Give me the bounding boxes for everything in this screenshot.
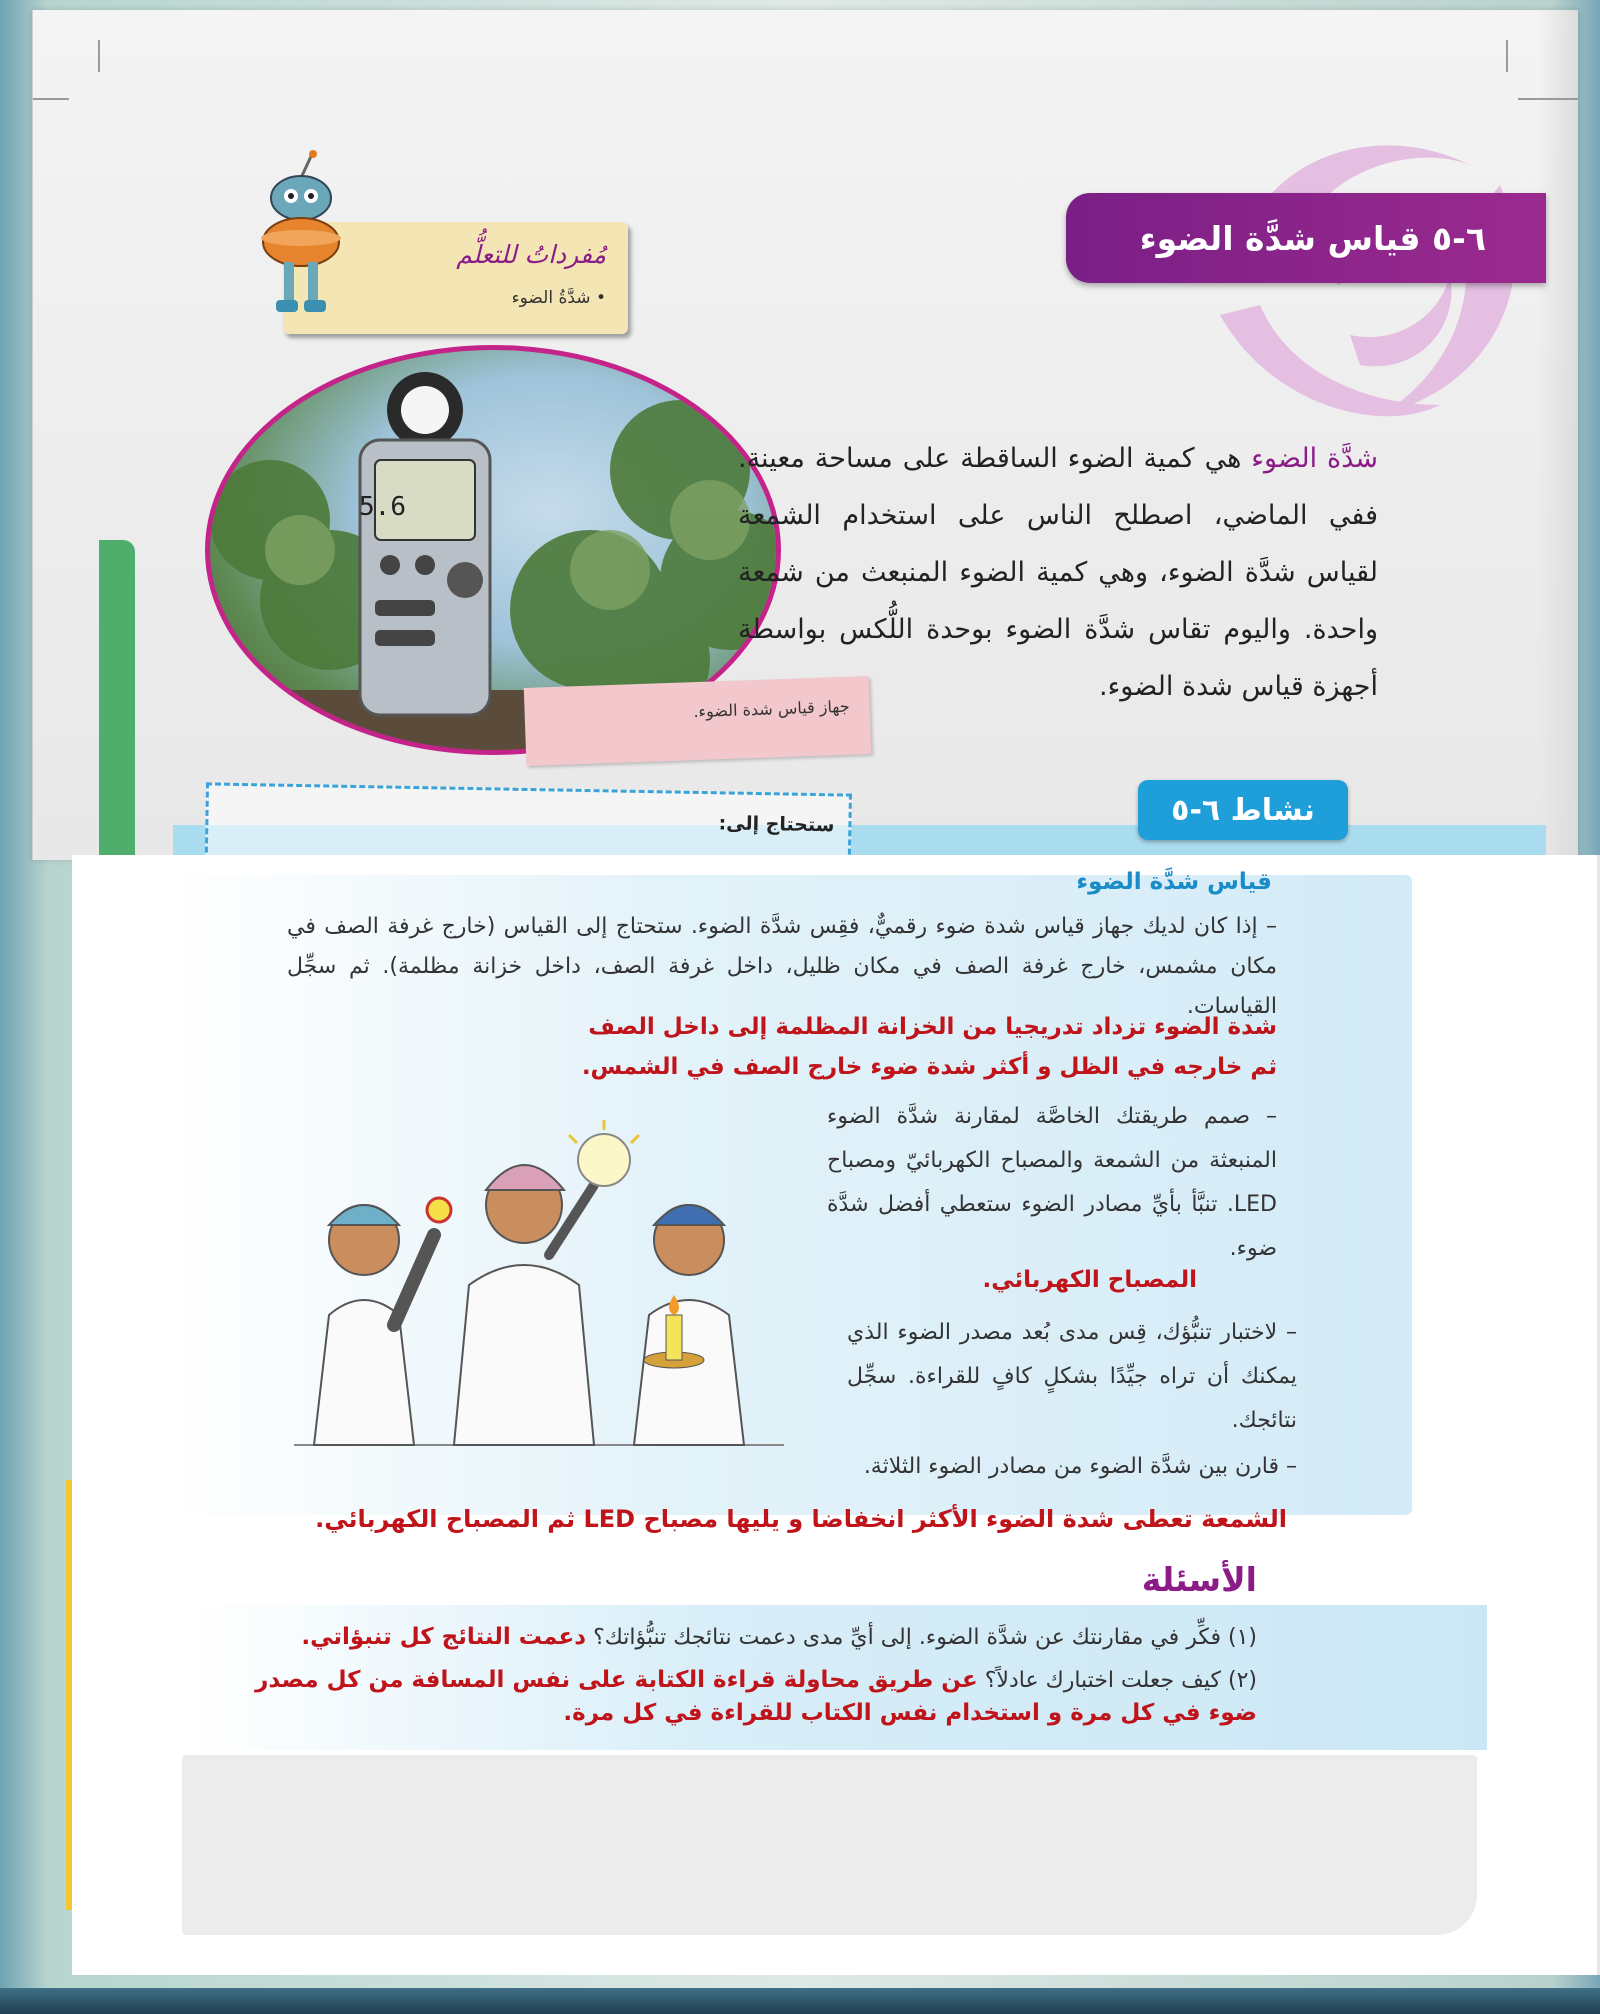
question-2-answer-line-2: ضوء في كل مرة و استخدام نفس الكتاب للقراءة في كل مرة. xyxy=(563,1700,1257,1726)
meter-reading: 5.6 xyxy=(359,492,406,522)
intro-rest: ففي الماضي، اصطلح الناس على استخدام الشمعة لقياس شدَّة الضوء، وهي كمية الضوء المنبعث من شمعة واحدة. واليوم تقاس شدَّة الضوء بوحدة اللُّكس بواسطة أجهزة قياس شدة الضوء. xyxy=(738,500,1378,702)
answer-2: المصباح الكهربائي. xyxy=(982,1267,1197,1293)
activity-step-2: – صمم طريقتك الخاصَّة لمقارنة شدَّة الضوء المنبعثة من الشمعة والمصباح الكهربائيّ ومصباح LED. تنبَّأ بأيِّ مصادر الضوء ستعطي أفضل شدَّة ضوء. xyxy=(827,1104,1277,1261)
answer-3: الشمعة تعطى شدة الضوء الأكثر انخفاضا و يليها مصباح LED ثم المصباح الكهربائي. xyxy=(315,1505,1287,1533)
activity-step-3: – لاختبار تنبُّؤك، قِس مدى بُعد مصدر الضوء الذي يمكنك أن تراه جيِّدًا بشكلٍ كافٍ للقراءة. سجِّل نتائجك. xyxy=(847,1320,1297,1433)
section-title-banner xyxy=(1066,193,1546,283)
window-bottom-strip xyxy=(0,1988,1600,2014)
question-1-answer: دعمت النتائج كل تنبؤاتي. xyxy=(301,1624,587,1650)
child-with-bulb-icon xyxy=(454,1120,639,1445)
photo-caption: جهاز قياس شدة الضوء. xyxy=(693,696,850,722)
textbook-page-top xyxy=(32,10,1578,860)
intro-paragraph xyxy=(738,430,1378,715)
crop-mark-left-h xyxy=(33,98,69,100)
crop-mark-right-h xyxy=(1518,98,1578,100)
erased-area xyxy=(182,1755,1477,1935)
vocabulary-item: • شدَّةُ الضوء xyxy=(511,288,606,308)
answer-1-line-1: شدة الضوء تزداد تدريجيا من الخزانة المظلمة إلى داخل الصف xyxy=(588,1014,1277,1040)
activity-step-4: – قارن بين شدَّة الضوء من مصادر الضوء الثلاثة. xyxy=(863,1454,1297,1479)
side-tab xyxy=(99,540,135,860)
vocabulary-title: مُفرداتُ للتعلُّم xyxy=(456,240,606,269)
key-term: شدَّة الضوء xyxy=(1251,443,1378,474)
textbook-page-bottom xyxy=(72,855,1600,1975)
activity-title: قياس شدَّة الضوء xyxy=(1076,869,1272,895)
questions-heading: الأسئلة xyxy=(1141,1560,1257,1599)
crop-mark-right xyxy=(1506,40,1508,72)
materials-box xyxy=(204,782,852,860)
activity-label-tab xyxy=(1138,780,1348,840)
child-with-led-icon xyxy=(314,1198,451,1445)
child-with-candle-icon xyxy=(634,1205,744,1445)
question-2-text: (٢) كيف جعلت اختبارك عادلاً؟ xyxy=(984,1668,1257,1693)
materials-title: ستحتاج إلى: xyxy=(718,812,835,837)
question-2-answer-line-1: عن طريق محاولة قراءة الكتابة على نفس المسافة من كل مصدر xyxy=(255,1667,978,1693)
intro-line1: هي كمية الضوء الساقطة على مساحة معينة. xyxy=(738,443,1252,474)
question-2 xyxy=(157,1660,1257,1701)
light-meter-device-icon xyxy=(359,372,490,715)
section-title: ٦-٥ قياس شدَّة الضوء xyxy=(1139,218,1486,258)
activity-step-1: – إذا كان لديك جهاز قياس شدة ضوء رقميٌّ، فقِس شدَّة الضوء. ستحتاج إلى القياس (خارج غرفة الصف في مكان مشمس، خارج غرفة الصف في مكان ظليل، داخل غرفة الصف، داخل خزانة مظلمة). ثم سجِّل القياسات. xyxy=(287,914,1277,1019)
activity-label: نشاط ٦-٥ xyxy=(1171,792,1315,828)
question-1-text: (١) فكِّر في مقارنتك عن شدَّة الضوء. إلى أيِّ مدى دعمت نتائجك تنبُّؤاتك؟ xyxy=(593,1625,1257,1650)
answer-1-line-2: ثم خارجه في الظل و أكثر شدة ضوء خارج الصف في الشمس. xyxy=(581,1054,1277,1080)
question-1 xyxy=(157,1617,1257,1658)
crop-mark-left xyxy=(98,40,100,72)
robot-mascot-icon xyxy=(251,150,351,325)
children-with-light-sources-illustration xyxy=(274,1115,794,1450)
